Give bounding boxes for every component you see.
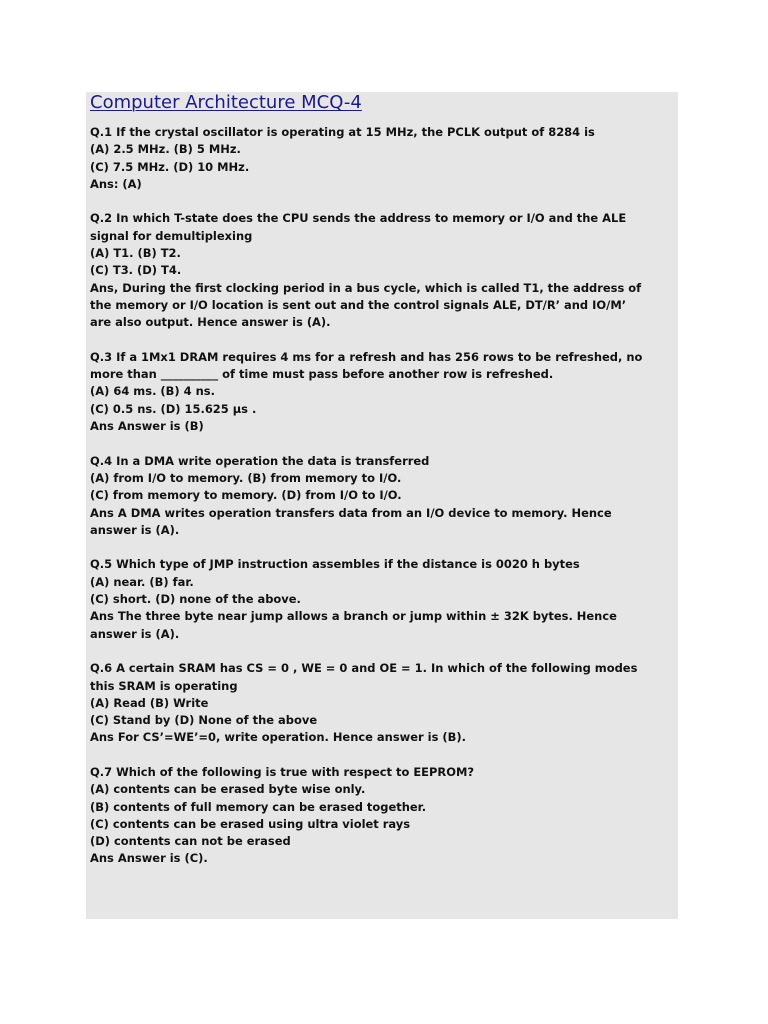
question-3 [90,349,680,435]
answer-line: Ans, During the first clocking period in a bus cycle, which is called T1, the address of [90,280,642,295]
answer-line: Ans Answer is (B) [90,419,204,434]
options-line: (C) 7.5 MHz. (D) 10 MHz. [90,159,250,174]
question-text: more than __________ of time must pass before another row is refreshed. [90,367,554,382]
answer-line: the memory or I/O location is sent out and the control signals ALE, DT/R’ and IO/M’ [90,297,627,312]
options-line: (D) contents can not be erased [90,834,291,849]
question-7 [90,764,680,868]
options-line: (C) 0.5 ns. (D) 15.625 μs . [90,401,257,416]
question-6 [90,660,680,746]
options-line: (A) Read (B) Write [90,695,209,710]
options-line: (C) short. (D) none of the above. [90,592,301,607]
question-1 [90,124,680,193]
answer-line: Ans: (A) [90,176,142,191]
options-line: (C) contents can be erased using ultra violet rays [90,816,411,831]
question-text: Q.7 Which of the following is true with respect to EEPROM? [90,764,475,779]
question-text: Q.1 If the crystal oscillator is operating at 15 MHz, the PCLK output of 8284 is [90,125,595,139]
question-text: Q.3 If a 1Mx1 DRAM requires 4 ms for a refresh and has 256 rows to be refreshed, no [90,349,643,364]
question-text: Q.5 Which type of JMP instruction assembles if the distance is 0020 h bytes [90,557,580,572]
options-line: (A) near. (B) far. [90,574,194,589]
answer-line: answer is (A). [90,626,180,641]
question-list [90,124,680,885]
question-text: Q.2 In which T-state does the CPU sends the address to memory or I/O and the ALE [90,211,627,226]
options-line: (C) from memory to memory. (D) from I/O to I/O. [90,488,402,503]
answer-line: Ans The three byte near jump allows a branch or jump within ± 32K bytes. Hence [90,609,617,624]
options-line: (C) T3. (D) T4. [90,263,182,278]
question-text: Q.6 A certain SRAM has CS = 0 , WE = 0 and OE = 1. In which of the following modes [90,661,638,676]
options-line: (A) contents can be erased byte wise only. [90,782,366,797]
question-text: Q.4 In a DMA write operation the data is transferred [90,453,430,468]
options-line: (B) contents of full memory can be erased together. [90,799,427,814]
options-line: (A) from I/O to memory. (B) from memory to I/O. [90,470,402,485]
answer-line: are also output. Hence answer is (A). [90,315,331,330]
options-line: (C) Stand by (D) None of the above [90,713,318,728]
answer-line: Ans A DMA writes operation transfers data from an I/O device to memory. Hence [90,505,612,520]
options-line: (A) 2.5 MHz. (B) 5 MHz. [90,142,241,157]
question-text: this SRAM is operating [90,678,238,693]
question-5 [90,556,680,642]
question-2 [90,210,680,331]
answer-line: Ans For CS’=WE’=0, write operation. Hence answer is (B). [90,730,466,745]
answer-line: Ans Answer is (C). [90,851,208,866]
answer-line: answer is (A). [90,522,180,537]
page-title: Computer Architecture MCQ-4 [90,92,362,113]
options-line: (A) T1. (B) T2. [90,246,181,261]
options-line: (A) 64 ms. (B) 4 ns. [90,384,215,399]
question-4 [90,453,680,539]
question-text: signal for demultiplexing [90,228,253,243]
